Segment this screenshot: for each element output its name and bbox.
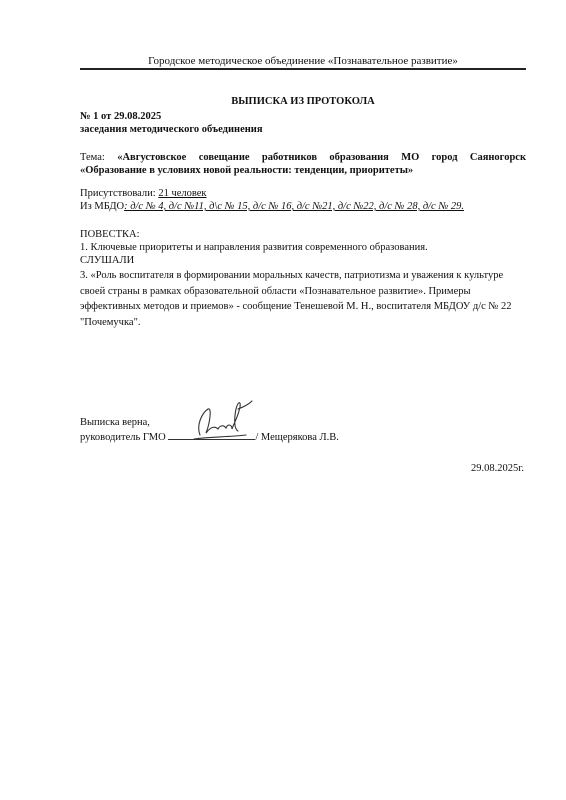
- protocol-number: № 1 от 29.08.2025: [80, 111, 162, 122]
- attendance-line: [80, 188, 207, 199]
- mbdo-list: : д/с № 4, д/с №11, д\с № 15, д/с № 16, д/с №21, д/с №22, д/с № 28, д/с № 29.: [124, 201, 464, 212]
- document-title: ВЫПИСКА ИЗ ПРОТОКОЛА: [231, 96, 375, 107]
- agenda-heading: ПОВЕСТКА:: [80, 229, 140, 240]
- header-rule: [80, 68, 526, 70]
- theme-label: Тема:: [80, 152, 118, 163]
- attendance-label: Присутствовали:: [80, 188, 159, 199]
- document-date: 29.08.2025г.: [471, 463, 524, 474]
- attendance-count: 21 человек: [158, 188, 207, 199]
- listened-heading: СЛУШАЛИ: [80, 255, 135, 266]
- mbdo-line: [80, 201, 464, 212]
- mbdo-label: Из МБДО: [80, 201, 125, 212]
- certified-text: Выписка верна,: [80, 417, 150, 428]
- agenda-item-1: 1. Ключевые приоритеты и направления развития современного образования.: [80, 242, 428, 253]
- protocol-subtitle: заседания методического объединения: [80, 124, 263, 135]
- theme-text: «Августовское совещание работников образования МО город Саяногорск «Образование в условиях новой реальности: тенденции, приоритеты»: [80, 152, 526, 176]
- org-header: Городское методическое объединение «Познавательное развитие»: [148, 55, 458, 67]
- theme-paragraph: [80, 151, 526, 177]
- head-label: руководитель ГМО: [80, 432, 169, 443]
- handwritten-signature: [188, 395, 258, 447]
- head-name: / Мещерякова Л.В.: [255, 432, 339, 443]
- agenda-item-3: 3. «Роль воспитателя в формировании моральных качеств, патриотизма и уважения к культуре своей страны в рамках образовательной области «Познавательное развитие». Примеры эффективных методов и приемов» - сообщение Тенешевой М. Н., воспитателя МБДОУ д/с № 22 "Почемучка".: [80, 270, 512, 328]
